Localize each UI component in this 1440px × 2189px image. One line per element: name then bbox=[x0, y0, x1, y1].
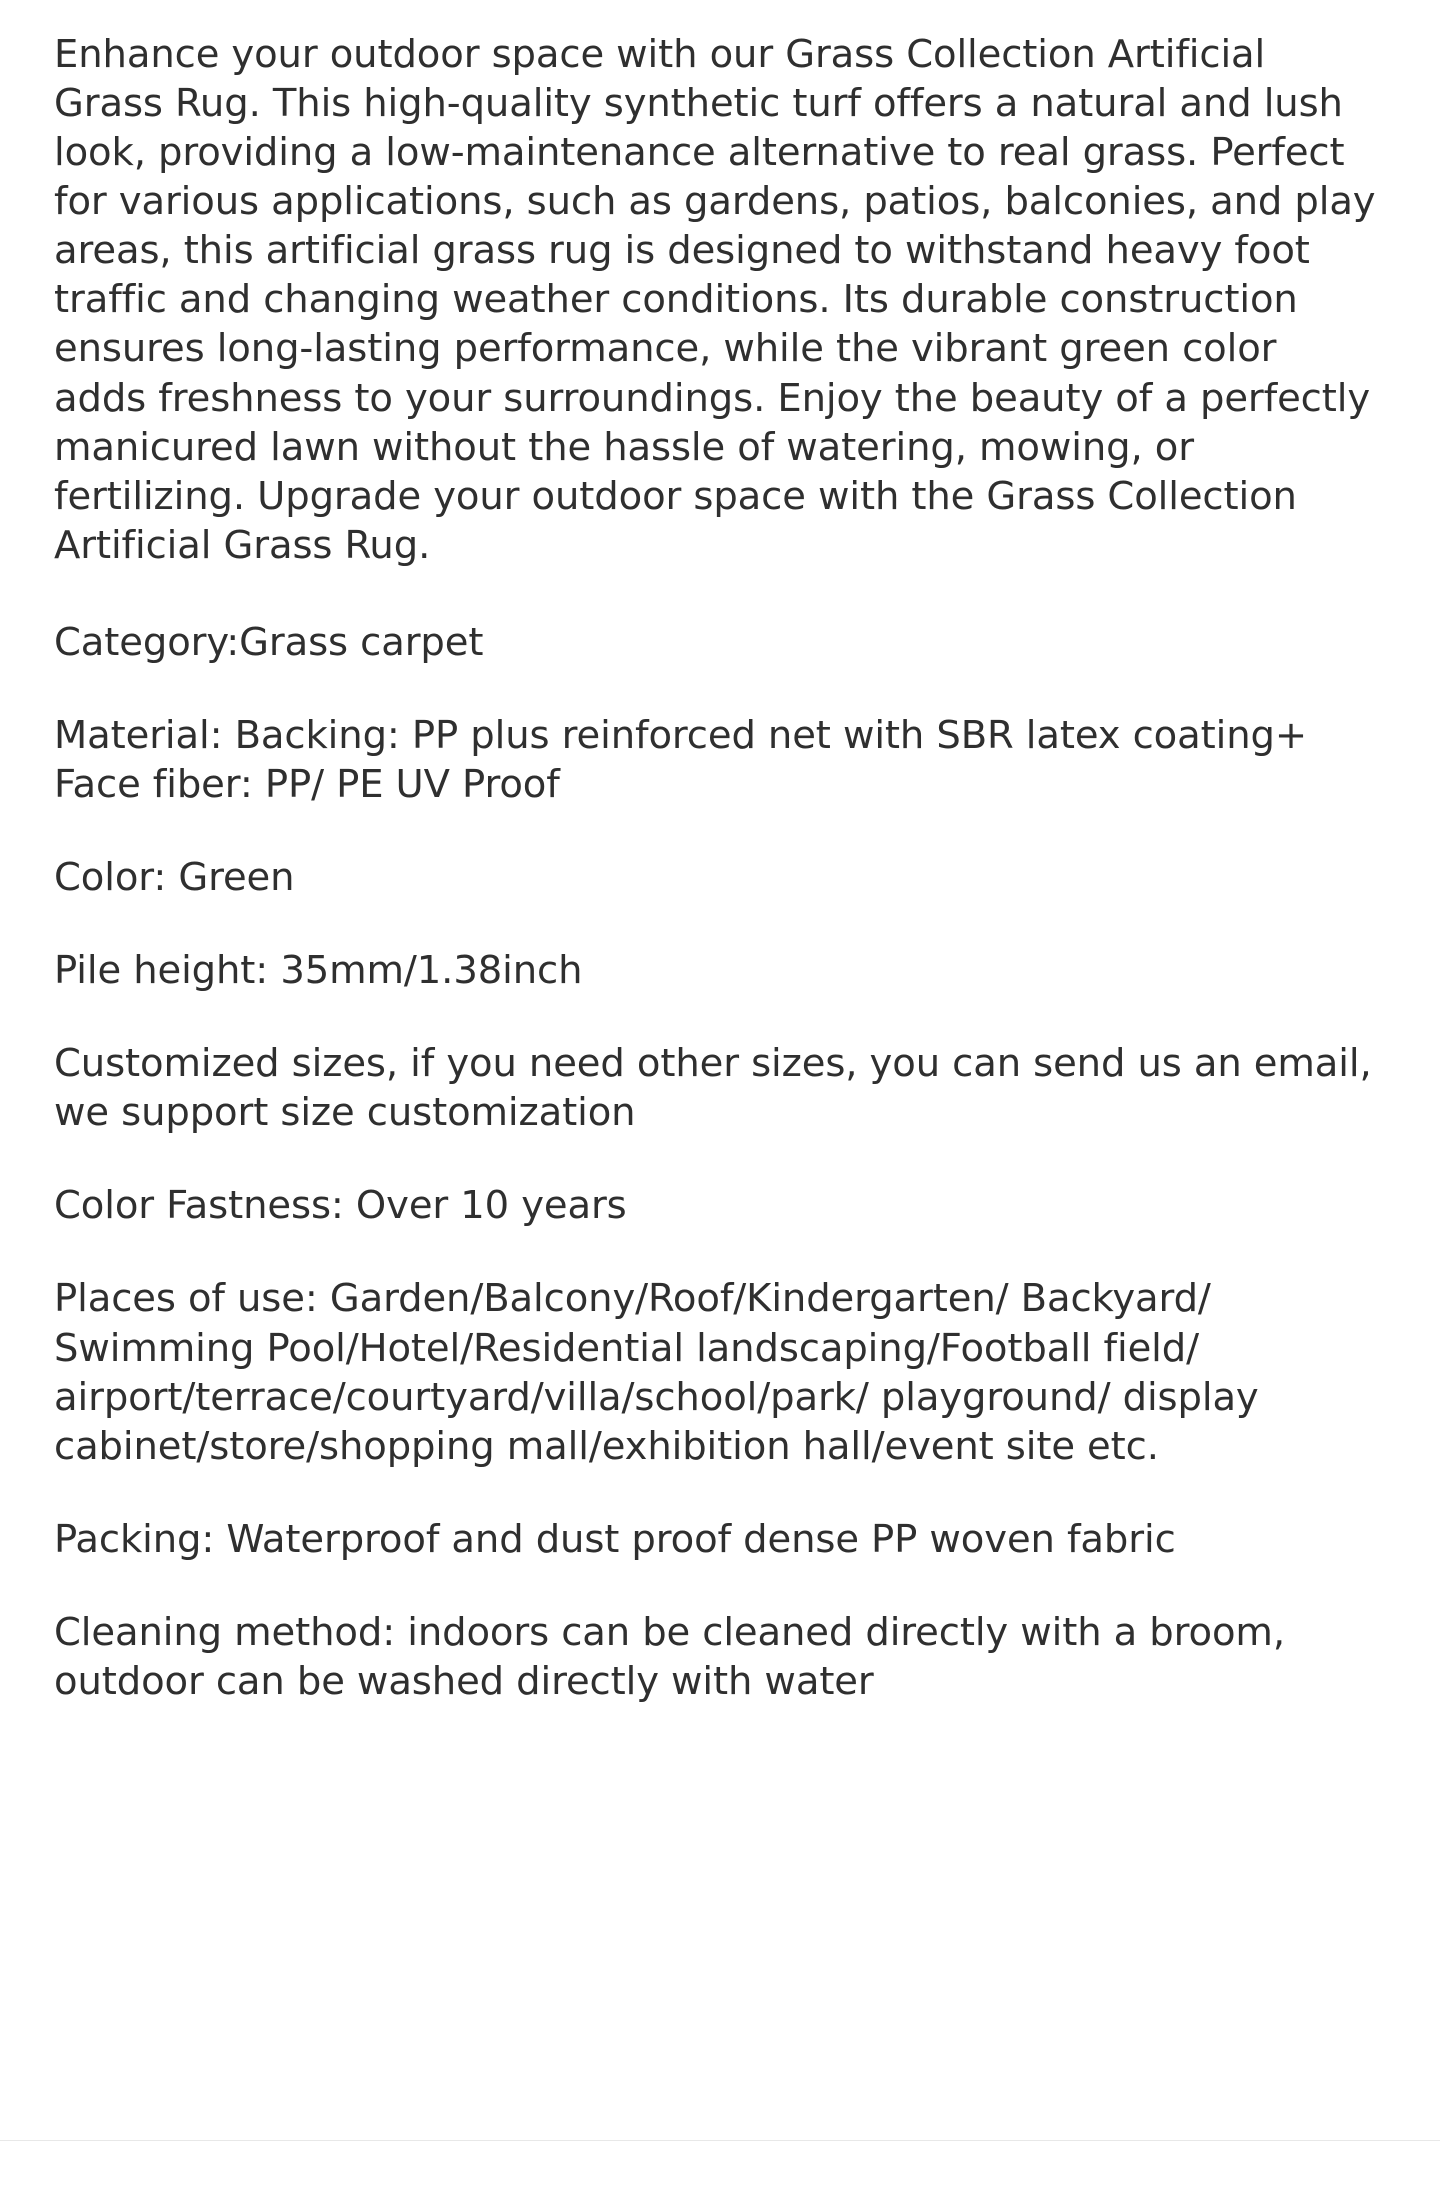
description-intro-paragraph: Enhance your outdoor space with our Grass Collection Artificial Grass Rug. This high-quality synthetic turf offers a natural and lush look, providing a low-maintenance alternative to real grass. Perfect for various applications, such as gardens, patios, balconies, and play areas, this artificial grass rug is designed to withstand heavy foot traffic and changing weather conditions. Its durable construction ensures long-lasting performance, while the vibrant green color adds freshness to your surroundings. Enjoy the beauty of a perfectly manicured lawn without the hassle of watering, mowing, or fertilizing. Upgrade your outdoor space with the Grass Collection Artificial Grass Rug. bbox=[54, 32, 1376, 568]
spec-line-category: Category:Grass carpet bbox=[54, 619, 484, 665]
spec-line-places-of-use: Places of use: Garden/Balcony/Roof/Kindergarten/ Backyard/ Swimming Pool/Hotel/Residential landscaping/Football field/ airport/terrace/courtyard/villa/school/park/ playground/ display cabinet/store/shopping mall/exhibition hall/event site etc. bbox=[54, 1276, 1259, 1469]
spec-line-material: Material: Backing: PP plus reinforced net with SBR latex coating+ Face fiber: PP/ PE UV Proof bbox=[54, 712, 1308, 808]
spec-line-color: Color: Green bbox=[54, 855, 295, 901]
bottom-divider bbox=[0, 2140, 1440, 2189]
product-description-body bbox=[54, 30, 1378, 1706]
spec-line-cleaning-method: Cleaning method: indoors can be cleaned directly with a broom, outdoor can be washed directly with water bbox=[54, 1609, 1285, 1704]
spec-line-pile-height: Pile height: 35mm/1.38inch bbox=[54, 948, 583, 994]
spec-line-packing: Packing: Waterproof and dust proof dense PP woven fabric bbox=[54, 1516, 1176, 1562]
spec-line-customized-sizes: Customized sizes, if you need other sizes, you can send us an email, we support size customization bbox=[54, 1041, 1372, 1136]
page-scrollbar[interactable] bbox=[1434, 0, 1440, 2141]
spec-line-color-fastness: Color Fastness: Over 10 years bbox=[54, 1183, 627, 1229]
